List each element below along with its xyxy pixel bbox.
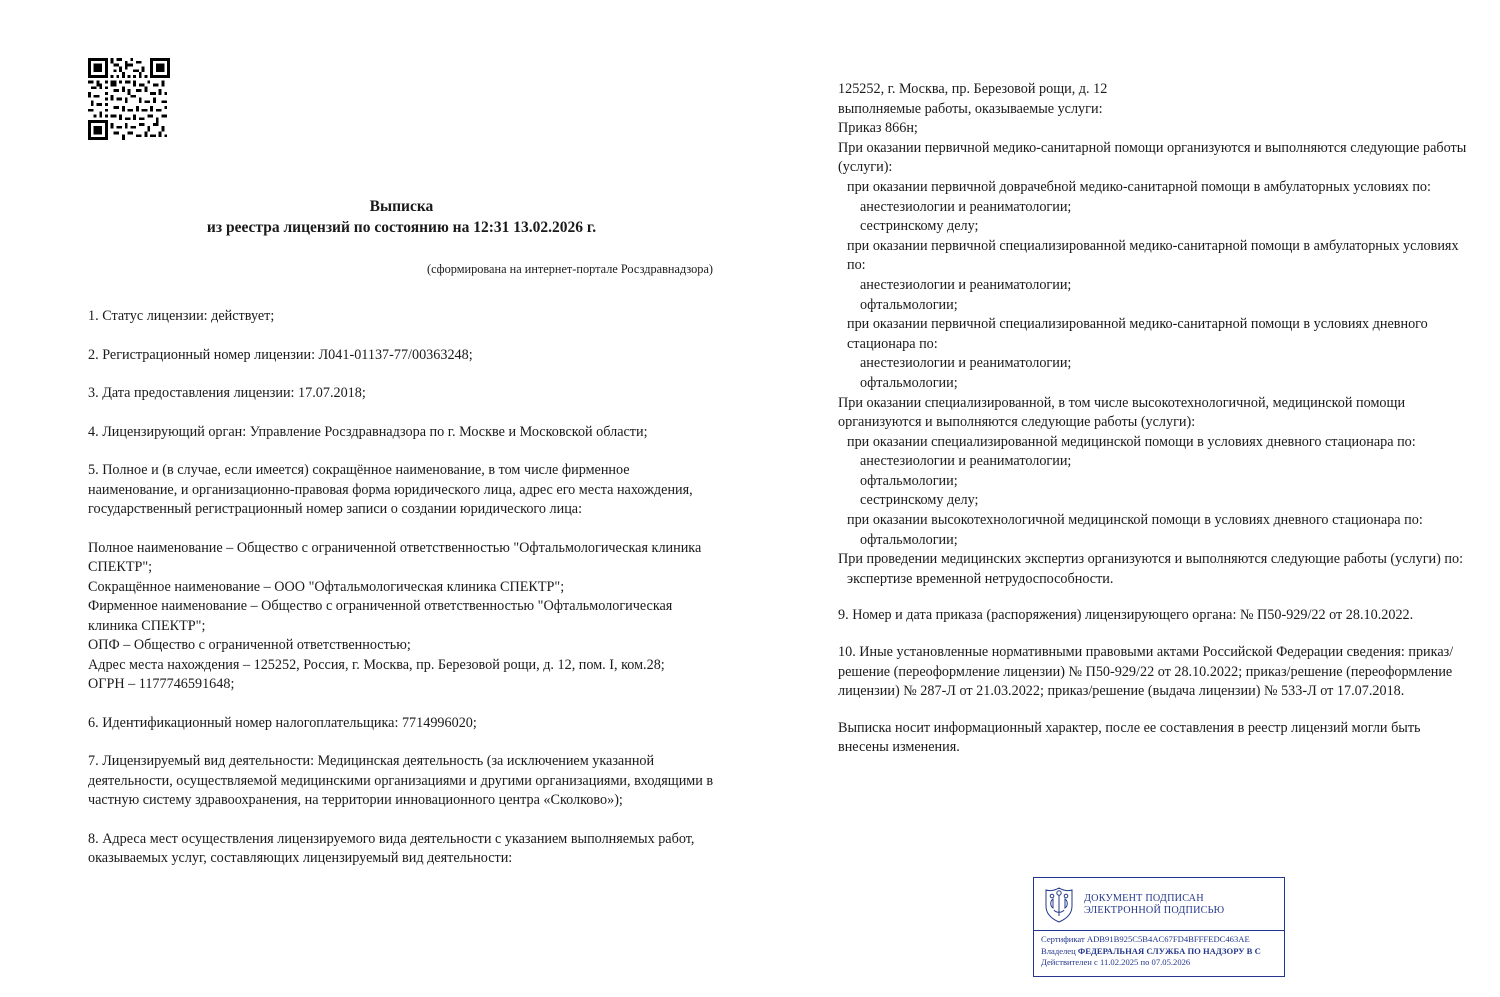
- service-item: сестринскому делу;: [860, 492, 979, 509]
- other-information: 10. Иные установленные нормативными правовыми актами Российской Федерации сведения: приказ/решение (переоформление лицензии) № П50-929/22 от 28.10.2022; приказ/решение (переоформление лицензии) № 287-Л от 21.03.2022; приказ/решение (выдача лицензии) № 533-Л от 17.07.2018.: [838, 644, 1454, 700]
- inn: 6. Идентификационный номер налогоплательщика: 7714996020;: [88, 714, 477, 731]
- short-name: Сокращённое наименование – ООО "Офтальмологическая клиника СПЕКТР";: [88, 578, 565, 595]
- service-group: При оказании специализированной, в том числе высокотехнологичной, медицинской помощи организуются и выполняются следующие работы (услуги):: [838, 394, 1406, 431]
- stamp-owner-label: Владелец: [1041, 945, 1078, 956]
- entity-names-block: [88, 539, 715, 695]
- license-issue-date: 3. Дата предоставления лицензии: 17.07.2018;: [88, 385, 366, 401]
- stamp-title-line-1: ДОКУМЕНТ ПОДПИСАН: [1084, 892, 1204, 904]
- licensing-authority: 4. Лицензирующий орган: Управление Росздравнадзора по г. Москве и Московской области;: [88, 423, 648, 440]
- service-item: анестезиологии и реаниматологии;: [860, 355, 1072, 372]
- ogrn: ОГРН – 1177746591648;: [88, 676, 235, 692]
- stamp-certificate: Сертификат ADB91B925C5B4AC67FD4BFFFEDC463AE: [1041, 934, 1250, 944]
- licensed-activity: 7. Лицензируемый вид деятельности: Медицинская деятельность (за исключением указанной деятельности, осуществляемой медицинскими организациями и другими организациями, входящими в частную систему здравоохранения, на территории инновационного центра «Сколково»);: [88, 753, 714, 808]
- service-subgroup: при оказании первичной доврачебной медико-санитарной помощи в амбулаторных условиях по:: [847, 178, 1431, 195]
- service-item: офтальмологии;: [860, 531, 958, 548]
- service-item: анестезиологии и реаниматологии;: [860, 198, 1072, 215]
- portal-note: (сформирована на интернет-портале Росздравнадзора): [426, 262, 713, 276]
- service-item: сестринскому делу;: [860, 218, 979, 235]
- service-group: При проведении медицинских экспертиз организуются и выполняются следующие работы (услуги) по:: [838, 551, 1464, 568]
- service-item: офтальмологии;: [860, 472, 958, 489]
- license-status: 1. Статус лицензии: действует;: [88, 308, 275, 324]
- license-registration-number: 2. Регистрационный номер лицензии: Л041-01137-77/00363248;: [88, 346, 473, 363]
- entity-names-intro: 5. Полное и (в случае, если имеется) сокращённое наименование, в том числе фирменное наименование, и организационно-правовая форма юридического лица, адрес его места нахождения, государственный регистрационный номер записи о создании юридического лица:: [88, 462, 693, 517]
- service-subgroup: при оказании первичной специализированной медико-санитарной помощи в амбулаторных условиях по:: [847, 237, 1459, 274]
- title-line-2: из реестра лицензий по состоянию на 12:31 13.02.2026 г.: [206, 219, 597, 236]
- activity-addresses-intro: 8. Адреса мест осуществления лицензируемого вида деятельности с указанием выполняемых работ, оказываемых услуг, составляющих лицензируемый вид деятельности:: [88, 830, 695, 866]
- stamp-title: [1084, 893, 1224, 918]
- full-name: Полное наименование – Общество с ограниченной ответственностью "Офтальмологическая клиника СПЕКТР";: [88, 539, 702, 575]
- legal-address: Адрес места нахождения – 125252, Россия, г. Москва, пр. Березовой рощи, д. 12, пом. I, ком.28;: [88, 656, 665, 673]
- document-title: [88, 196, 715, 238]
- order-number-date: 9. Номер и дата приказа (распоряжения) лицензирующего органа: № П50-929/22 от 28.10.2022.: [838, 607, 1414, 624]
- stamp-header: [1034, 878, 1284, 928]
- stamp-title-line-2: ЭЛЕКТРОННОЙ ПОДПИСЬЮ: [1084, 905, 1225, 916]
- service-item: экспертизе временной нетрудоспособности.: [847, 570, 1114, 587]
- order-reference: Приказ 866н;: [838, 120, 918, 137]
- service-subgroup: при оказании высокотехнологичной медицинской помощи в условиях дневного стационара по:: [847, 512, 1423, 529]
- service-subgroup: при оказании специализированной медицинской помощи в условиях дневного стационара по:: [847, 433, 1416, 450]
- service-item: анестезиологии и реаниматологии;: [860, 453, 1072, 470]
- qr-code-icon: [88, 58, 170, 140]
- title-line-1: Выписка: [369, 198, 434, 215]
- service-subgroup: при оказании первичной специализированной медико-санитарной помощи в условиях дневного стационара по:: [847, 316, 1428, 352]
- disclaimer: Выписка носит информационный характер, после ее составления в реестр лицензий могли быть внесены изменения.: [838, 719, 1421, 756]
- address-line: 125252, г. Москва, пр. Березовой рощи, д. 12: [838, 81, 1108, 97]
- stamp-validity: Действителен с 11.02.2025 по 07.05.2026: [1041, 957, 1191, 968]
- service-item: анестезиологии и реаниматологии;: [860, 276, 1072, 293]
- services-header: выполняемые работы, оказываемые услуги:: [838, 100, 1103, 117]
- service-group: При оказании первичной медико-санитарной помощи организуются и выполняются следующие работы (услуги):: [838, 139, 1467, 176]
- service-item: офтальмологии;: [860, 374, 958, 391]
- stamp-details: [1034, 931, 1284, 969]
- electronic-signature-stamp: [1033, 877, 1285, 977]
- brand-name: Фирменное наименование – Общество с ограниченной ответственностью "Офтальмологическая клиника СПЕКТР";: [88, 598, 673, 634]
- service-item: офтальмологии;: [860, 296, 958, 313]
- stamp-owner-value: ФЕДЕРАЛЬНАЯ СЛУЖБА ПО НАДЗОРУ В С: [1077, 945, 1261, 956]
- stamp-owner: [1041, 946, 1278, 958]
- coat-of-arms-icon: [1042, 886, 1076, 924]
- right-column: [838, 80, 1468, 758]
- legal-form: ОПФ – Общество с ограниченной ответственностью;: [88, 637, 411, 653]
- left-column: [88, 196, 715, 888]
